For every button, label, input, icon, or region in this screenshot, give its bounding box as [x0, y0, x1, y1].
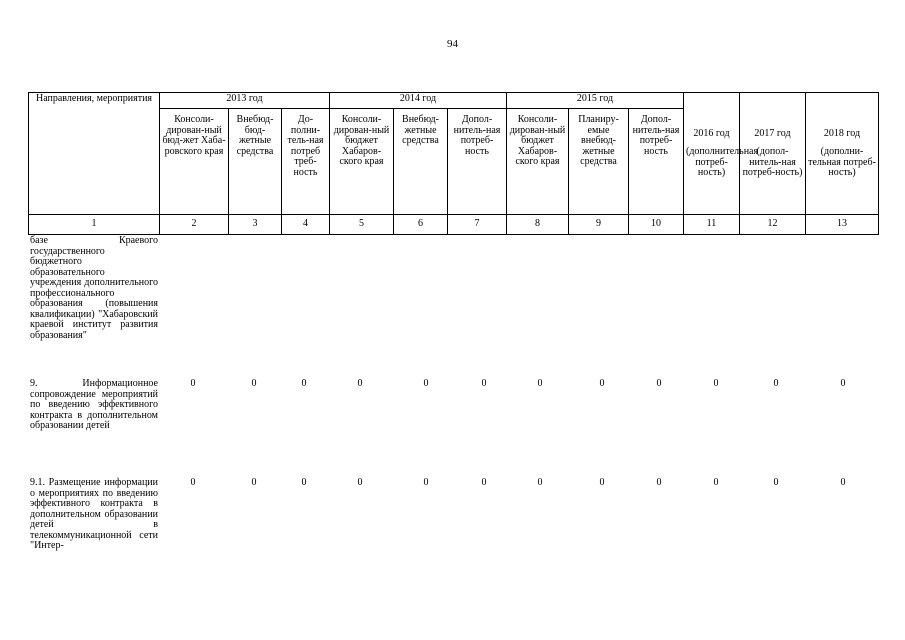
row-description: 9. Информационное сопровождение мероприятий по введению эффективного контракта в дополнительном образовании детей [30, 378, 158, 431]
col-number: 8 [507, 215, 569, 235]
col-number: 11 [684, 215, 740, 235]
col-number: 6 [394, 215, 448, 235]
header-year-2013: 2013 год [160, 93, 330, 109]
cell-value: 0 [190, 477, 196, 488]
header-year-2015: 2015 год [507, 93, 684, 109]
header-2017-sub: (допол-нитель-ная потреб-ность) [742, 146, 803, 178]
col-number: 5 [330, 215, 394, 235]
col-number: 7 [448, 215, 507, 235]
header-directions: Направления, мероприятия [29, 93, 160, 215]
cell-value: 0 [840, 477, 846, 488]
cell-value: 0 [773, 378, 779, 389]
row-description: 9.1. Размещение информации о мероприятиях по введению эффективного контракта в дополнительном образовании детей в телекоммуникационной сети "Интер- [30, 477, 158, 551]
header-2018-sub: (дополни-тельная потреб-ность) [808, 146, 876, 178]
header-year-2018 [806, 93, 879, 215]
col-number: 10 [629, 215, 684, 235]
cell-value: 0 [301, 477, 307, 488]
page-number: 94 [447, 38, 458, 50]
header-year-2016 [684, 93, 759, 215]
cell-value: 0 [301, 378, 307, 389]
cell-value: 0 [357, 477, 363, 488]
header-2018-label: 2018 год [823, 127, 861, 139]
header-2015-additional: Допол-нитель-ная потреб-ность [629, 109, 684, 215]
header-2015-consolidated: Консоли-дирован-ный бюджет Хабаров-ского края [507, 109, 569, 215]
cell-value: 0 [599, 477, 605, 488]
cell-value: 0 [537, 477, 543, 488]
cell-value: 0 [190, 378, 196, 389]
col-number: 2 [160, 215, 229, 235]
header-2014-consolidated: Консоли-дирован-ный бюджет Хабаров-ского края [330, 109, 394, 215]
header-2016-sub: (дополнительная потреб-ность) [686, 146, 759, 178]
header-2013-additional: До-полни-тель-ная потреб треб-ность [282, 109, 330, 215]
header-2014-extrabudget: Внебюд-жетные средства [394, 109, 448, 215]
col-number: 9 [569, 215, 629, 235]
cell-value: 0 [773, 477, 779, 488]
cell-value: 0 [656, 378, 662, 389]
table-body [28, 236, 878, 598]
row-description: базе Краевого государственного бюджетного образовательного учреждения дополнительного профессионального образования (повышения квалификации) "Хабаровский краевой институт развития образования" [30, 235, 158, 341]
header-2017-label: 2017 год [754, 127, 791, 139]
cell-value: 0 [713, 378, 719, 389]
table-row [28, 478, 878, 598]
cell-value: 0 [656, 477, 662, 488]
cell-value: 0 [481, 477, 487, 488]
header-2014-additional: Допол-нитель-ная потреб-ность [448, 109, 507, 215]
table-row [28, 236, 878, 379]
header-2013-extrabudget: Внебюд-бюд-жетные средства [229, 109, 282, 215]
col-number: 12 [740, 215, 806, 235]
cell-value: 0 [251, 378, 257, 389]
col-number: 13 [806, 215, 879, 235]
budget-table-header [28, 92, 879, 235]
cell-value: 0 [251, 477, 257, 488]
header-2013-consolidated: Консоли-дирован-ный бюд-жет Хаба-ровского края [160, 109, 229, 215]
header-2015-planned-extrabudget: Планиру-емые внебюд-жетные средства [569, 109, 629, 215]
cell-value: 0 [599, 378, 605, 389]
header-year-2014: 2014 год [330, 93, 507, 109]
cell-value: 0 [423, 477, 429, 488]
cell-value: 0 [481, 378, 487, 389]
cell-value: 0 [840, 378, 846, 389]
col-number: 3 [229, 215, 282, 235]
col-number: 4 [282, 215, 330, 235]
cell-value: 0 [537, 378, 543, 389]
header-2016-label: 2016 год [693, 127, 730, 139]
table-row [28, 379, 878, 478]
col-number: 1 [29, 215, 160, 235]
cell-value: 0 [713, 477, 719, 488]
cell-value: 0 [357, 378, 363, 389]
cell-value: 0 [423, 378, 429, 389]
